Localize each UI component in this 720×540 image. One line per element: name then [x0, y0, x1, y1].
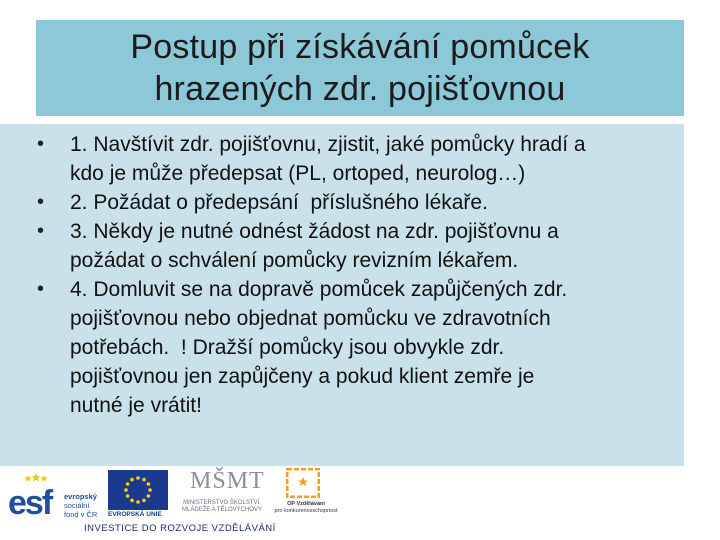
esf-mark: esf [8, 484, 52, 520]
bullet-4-line-3: potřebách. ! Dražší pomůcky jsou obvykle zdr. [70, 336, 505, 359]
op-text-line-1: OP Vzdělávání [287, 501, 325, 507]
bullet-4-line-1: 4. Domluvit se na dopravě pomůcek zapůjčených zdr. [70, 278, 568, 301]
bullet-item-1 [0, 130, 684, 188]
funding-banner-text: INVESTICE DO ROZVOJE VZDĚLÁVÁNÍ [84, 523, 276, 534]
eu-logo [108, 470, 168, 522]
title-line-1: Postup při získávání pomůcek [130, 28, 590, 66]
bullet-marker: • [37, 191, 45, 213]
msmt-text-line-2: MLÁDEŽE A TĚLOVÝCHOVY [182, 507, 262, 513]
bullet-1-line-1: 1. Navštívit zdr. pojišťovnu, zjistit, jaké pomůcky hradí a [70, 133, 586, 156]
bullet-2-line-1: 2. Požádat o předepsání příslušného lékaře. [70, 191, 488, 214]
bullet-3-line-1: 3. Někdy je nutné odnést žádost na zdr. pojišťovnu a [70, 220, 559, 243]
bullet-1-line-2: kdo je může předepsat (PL, ortoped, neurolog…) [70, 162, 526, 185]
op-text [274, 501, 338, 515]
op-emblem-icon [286, 468, 320, 498]
op-text-line-2: pro konkurenceschopnost [274, 508, 338, 514]
bullet-marker: • [37, 220, 45, 242]
op-logo [274, 468, 338, 522]
msmt-text [172, 500, 272, 514]
eu-flag-icon [108, 470, 168, 510]
msmt-text-line-1: MINISTERSTVO ŠKOLSTVÍ, [183, 500, 261, 506]
slide-title [36, 20, 684, 116]
bullet-marker: • [37, 278, 45, 300]
funding-logo-bar [0, 466, 340, 540]
esf-text-line-3: fond v ČR [64, 510, 98, 519]
bullet-item-3 [0, 217, 684, 275]
bullet-item-4 [0, 275, 684, 420]
esf-text-line-1: evropský [64, 492, 97, 501]
bullet-3-line-2: požádat o schválení pomůcky revizním lékařem. [70, 249, 519, 272]
msmt-logo [170, 466, 274, 522]
content-panel [0, 124, 684, 466]
msmt-mark: MŠMT [190, 468, 265, 494]
esf-text-line-2: sociální [64, 501, 90, 510]
title-line-2: hrazených zdr. pojišťovnou [154, 70, 566, 108]
esf-text [64, 492, 97, 519]
bullet-list [0, 124, 684, 420]
eu-caption: EVROPSKÁ UNIE [108, 511, 162, 518]
bullet-4-line-4: pojišťovnou jen zapůjčeny a pokud klient zemře je [70, 365, 535, 388]
esf-logo [6, 470, 106, 520]
bullet-4-line-5: nutné je vrátit! [70, 394, 202, 417]
bullet-item-2 [0, 188, 684, 217]
bullet-marker: • [37, 133, 45, 155]
bullet-4-line-2: pojišťovnou nebo objednat pomůcku ve zdravotních [70, 307, 551, 330]
